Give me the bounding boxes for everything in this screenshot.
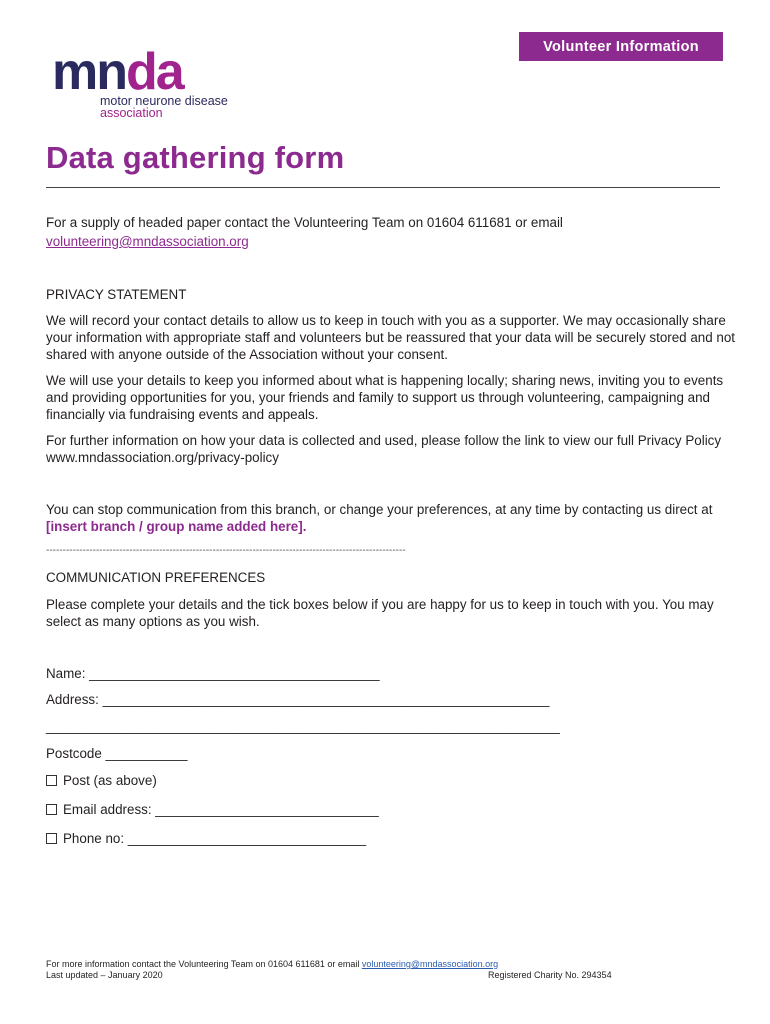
logo-line-1: motor neurone disease bbox=[100, 94, 228, 108]
privacy-paragraph-1: We will record your contact details to allow us to keep in touch with you as a supporter. We may occasionally share your information with appropriate staff and volunteers but be reassured that your data will be securely stored and not shared with anyone outside of the Association without your consent. bbox=[46, 313, 736, 362]
email-checkbox[interactable] bbox=[46, 804, 57, 815]
privacy-heading: PRIVACY STATEMENT bbox=[46, 287, 187, 302]
registered-charity-number: Registered Charity No. 294354 bbox=[488, 970, 612, 980]
preferences-heading: COMMUNICATION PREFERENCES bbox=[46, 570, 266, 585]
branch-name-placeholder: [insert branch / group name added here]. bbox=[46, 519, 307, 534]
intro-email-line bbox=[46, 233, 249, 250]
page-title: Data gathering form bbox=[46, 140, 345, 175]
postcode-field[interactable]: Postcode ___________ bbox=[46, 746, 188, 761]
intro-text: For a supply of headed paper contact the Volunteering Team on 01604 611681 or email bbox=[46, 215, 563, 230]
stop-communication-body: You can stop communication from this branch, or change your preferences, at any time by contacting us direct at bbox=[46, 502, 713, 517]
dashed-separator: ------------------------------------------------------------------------------------------------------------ bbox=[46, 545, 406, 556]
footer-contact-text: For more information contact the Volunteering Team on 01604 611681 or email bbox=[46, 959, 360, 969]
logo-mark-a: a bbox=[155, 43, 183, 101]
privacy-paragraph-3: For further information on how your data is collected and used, please follow the link to view our full Privacy Policy www.mndassociation.org/privacy-policy bbox=[46, 433, 722, 465]
post-option-label: Post (as above) bbox=[63, 773, 157, 788]
post-checkbox[interactable] bbox=[46, 775, 57, 786]
privacy-paragraph-2: We will use your details to keep you informed about what is happening locally; sharing news, inviting you to events and providing opportunities for you, your friends and family to support us through volunteering, campaigning and financially via fundraising events and appeals. bbox=[46, 373, 724, 422]
mnda-logo bbox=[52, 43, 252, 122]
logo-line-2: association bbox=[100, 106, 163, 120]
preferences-instructions: Please complete your details and the tick boxes below if you are happy for us to keep in touch with you. You may select as many options as you wish. bbox=[46, 597, 714, 629]
phone-number-field[interactable]: Phone no: ________________________________ bbox=[63, 831, 367, 846]
email-option bbox=[46, 801, 379, 818]
volunteering-email-link[interactable]: volunteering@mndassociation.org bbox=[46, 234, 249, 249]
phone-option bbox=[46, 830, 366, 847]
title-divider bbox=[46, 187, 720, 188]
email-address-field[interactable]: Email address: ______________________________ bbox=[63, 802, 379, 817]
stop-communication-text bbox=[46, 501, 736, 535]
phone-checkbox[interactable] bbox=[46, 833, 57, 844]
footer-email-link[interactable]: volunteering@mndassociation.org bbox=[361, 959, 499, 969]
address-field[interactable]: Address: ____________________________________________________________ bbox=[46, 692, 550, 707]
logo-mark-d: d bbox=[126, 43, 156, 101]
logo-mark-mn: mn bbox=[52, 43, 126, 101]
address-field-line-2[interactable]: _____________________________________________________________________ bbox=[46, 719, 560, 734]
post-option bbox=[46, 772, 157, 789]
last-updated: Last updated – January 2020 bbox=[46, 970, 163, 980]
volunteer-information-badge: Volunteer Information bbox=[519, 32, 723, 61]
footer-contact bbox=[46, 959, 498, 970]
logo-wordmark bbox=[52, 43, 183, 101]
name-field[interactable]: Name: _______________________________________ bbox=[46, 666, 380, 681]
